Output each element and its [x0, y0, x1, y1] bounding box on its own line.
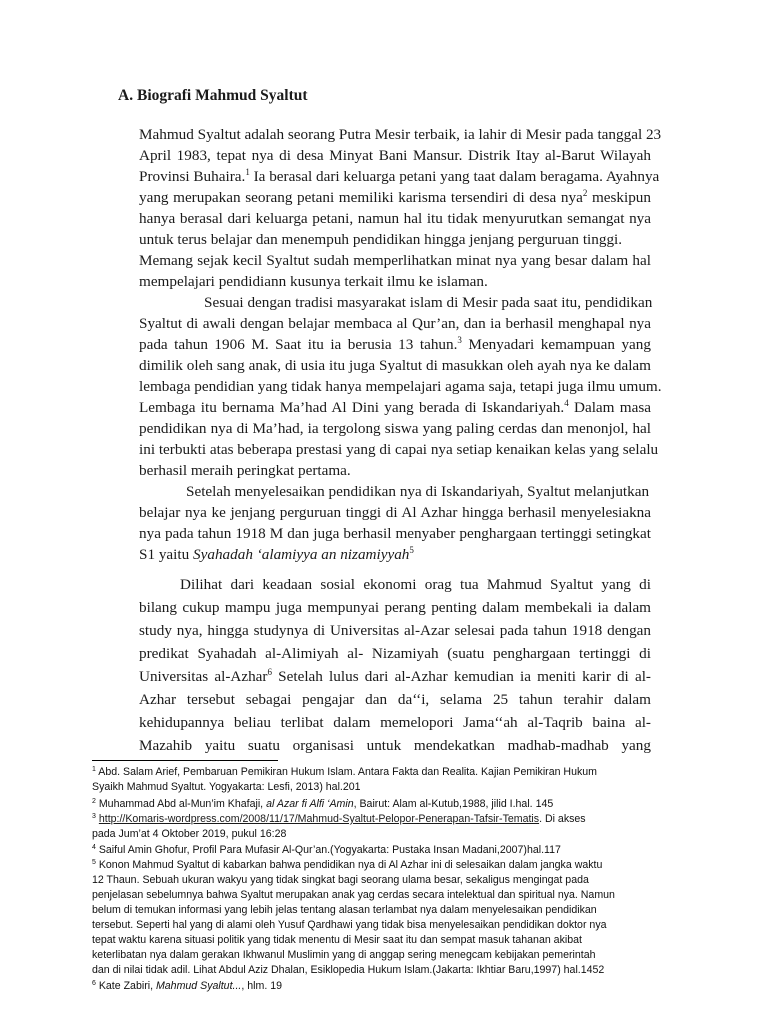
footnote-5-cont: penjelasan sebelumnya bahwa Syaltut merupakan anak yag cerdas secara intelektual dan spiritual nya. Namun: [92, 889, 615, 901]
body-line: Mahmud Syaltut adalah seorang Putra Mesir terbaik, ia lahir di Mesir pada tanggal 23: [139, 126, 662, 143]
footnote-5-cont: dan di nilai tidak adil. Lihat Abdul Aziz Dhalan, Esiklopedia Hukum Islam.(Jakarta: Ikhtiar Baru,1997) hal.1452: [92, 964, 605, 976]
body-line: nya pada tahun 1918 M dan juga berhasil menyaber penghargaan tertinggi setingkat: [139, 525, 651, 542]
body-line: untuk terus belajar dan menempuh pendidikan hingga jenjang perguruan tinggi.: [139, 231, 623, 248]
body-line: pendidikan nya di Ma’had, ia tergolong siswa yang paling cerdas dan menonjol, hal: [139, 420, 651, 437]
footnote-3-link[interactable]: http://Komaris-wordpress.com/2008/11/17/Mahmud-Syaltut-Pelopor-Penerapan-Tafsir-Tematis: [98, 813, 540, 825]
body-line: Syaltut di awali dengan belajar membaca al Qur’an, dan ia berhasil menghapal nya: [139, 315, 651, 332]
body-line: Lembaga itu bernama Ma’had Al Dini yang berada di Iskandariyah.$^4$ Dalam masa: [139, 398, 651, 416]
footnote-3-cont: pada Jum’at 4 Oktober 2019, pukul 16:28: [92, 828, 287, 840]
body-line: Universitas al-Azhar$^6$ Setelah lulus dari al-Azhar kemudian ia meniti karir di al-: [139, 667, 651, 685]
body-line: berhasil meraih peringkat pertama.: [139, 462, 351, 479]
footnote-ref[interactable]: 3: [457, 335, 462, 345]
footnote-ref[interactable]: 4: [564, 398, 569, 408]
footnote-4: $^4$ Saiful Amin Ghofur, Profil Para Mufasir Al-Qur’an.(Yogyakarta: Pustaka Insan Madani,2007)hal.117: [92, 844, 561, 856]
body-line: belajar nya ke jenjang perguruan tinggi di Al Azhar hingga berhasil menyelesiakna: [139, 504, 651, 521]
body-line: Sesuai dengan tradisi masyarakat islam di Mesir pada saat itu, pendidikan: [204, 294, 653, 311]
footnote-5-cont: tersebut. Seperti hal yang di alami oleh Yusuf Qardhawi yang tidak bisa menyelesaikan pendidikan doktor nya: [92, 919, 607, 931]
body-line: hanya berasal dari keluarga petani, namun hal itu tidak menyurutkan semangat nya: [139, 210, 651, 227]
footnote-ref[interactable]: 1: [245, 167, 250, 177]
footnote-separator: [92, 760, 278, 761]
section-heading: [118, 87, 308, 105]
footnote-5-cont: belum di temukan informasi yang lebih jelas tentang alasan terlambat nya dalam menyelesaikan pendidikan: [92, 904, 597, 916]
footnote-ref[interactable]: 5: [409, 545, 414, 555]
body-line: pada tahun 1906 M. Saat itu ia berusia 13 tahun.$^3$ Menyadari kemampuan yang: [139, 335, 651, 353]
footnote-6: $^6$ Kate Zabiri, Mahmud Syaltut..., hlm. 19: [92, 980, 282, 992]
body-line: predikat Syahadah al-Alimiyah al- Nizamiyah (suatu penghargaan tertinggi di: [139, 645, 651, 662]
footnote-ref[interactable]: 2: [582, 188, 588, 198]
body-line: S1 yaitu Syahadah ‘alamiyya an nizamiyyah$^5$: [139, 545, 414, 563]
footnote-1: $^1$ Abd. Salam Arief, Pembaruan Pemikiran Hukum Islam. Antara Fakta dan Realita. Kajian Pemikiran Hukum: [92, 766, 597, 778]
body-line: Memang sejak kecil Syaltut sudah memperlihatkan minat nya yang besar dalam hal: [139, 252, 651, 269]
section-title: Biografi Mahmud Syaltut: [137, 87, 308, 104]
body-line: Dilihat dari keadaan sosial ekonomi orag tua Mahmud Syaltut yang di: [180, 576, 651, 593]
body-line: mempelajari pendidiann kusunya terkait ilmu ke islaman.: [139, 273, 488, 290]
footnote-5-cont: tepat waktu karena situasi politik yang tidak menentu di Mesir saat itu dan sempat masuk tahanan akibat: [92, 934, 582, 946]
footnote-ref[interactable]: 6: [267, 667, 272, 677]
body-line: bilang cukup mampu juga mempunyai perang penting dalam membekali ia dalam: [139, 599, 651, 616]
body-line: Mazahib yaitu suatu organisasi untuk mendekatkan madhab-madhab yang: [139, 737, 651, 754]
body-line: yang merupakan seorang petani memiliki karisma tersendiri di desa nya$^2$ meskipun: [139, 188, 651, 206]
section-number: A.: [118, 87, 134, 104]
footnote-5-cont: keterlibatan nya dalam gerakan Ikhwanul Muslimin yang di anggap sering menegcam kebijakan pemerintah: [92, 949, 596, 961]
footnote-3: $^3$ http://Komaris-wordpress.com/2008/11/17/Mahmud-Syaltut-Pelopor-Penerapan-Tafsir-Tematis. Di akses: [92, 813, 586, 825]
body-line: study nya, hingga studynya di Universitas al-Azar selesai pada tahun 1918 dengan: [139, 622, 651, 639]
body-line: Provinsi Buhaira.$^1$ Ia berasal dari keluarga petani yang taat dalam beragama. Ayahnya: [139, 167, 660, 185]
body-line: lembaga pendidian yang tidak hanya mempelajari agama saja, tetapi juga ilmu umum.: [139, 378, 662, 395]
footnote-2: $^2$ Muhammad Abd al-Mun’im Khafaji, al Azar fi Alfi ‘Amin, Bairut: Alam al-Kutub,1988, jilid I.hal. 145: [92, 798, 554, 810]
body-line: dimilik oleh sang anak, di usia itu juga Syaltut di masukkan oleh ayah nya ke dalam: [139, 357, 651, 374]
body-line: ini terbukti atas beberapa prestasi yang di capai nya setiap kenaikan kelas yang selalu: [139, 441, 659, 458]
body-line: Azhar tersebut sebagai pengajar dan da‘‘i, selama 25 tahun terahir dalam: [139, 691, 651, 708]
footnote-5-cont: 12 Thaun. Sebuah ukuran wakyu yang tidak singkat bagi seorang ulama besar, sekaligus mengingat pada: [92, 874, 589, 886]
footnote-1-cont: Syaikh Mahmud Syaltut. Yogyakarta: Lesfi, 2013) hal.201: [92, 781, 361, 793]
body-line: Setelah menyelesaikan pendidikan nya di Iskandariyah, Syaltut melanjutkan: [186, 483, 650, 500]
footnote-5: $^5$ Konon Mahmud Syaltut di kabarkan bahwa pendidikan nya di Al Azhar ini di selesaikan dalam jangka waktu: [92, 859, 603, 871]
body-line: kehidupannya beliau terlibat dalam memelopori Jama‘‘ah al-Taqrib baina al-: [139, 714, 651, 731]
body-line: April 1983, tepat nya di desa Minyat Bani Mansur. Distrik Itay al-Barut Wilayah: [139, 147, 651, 164]
